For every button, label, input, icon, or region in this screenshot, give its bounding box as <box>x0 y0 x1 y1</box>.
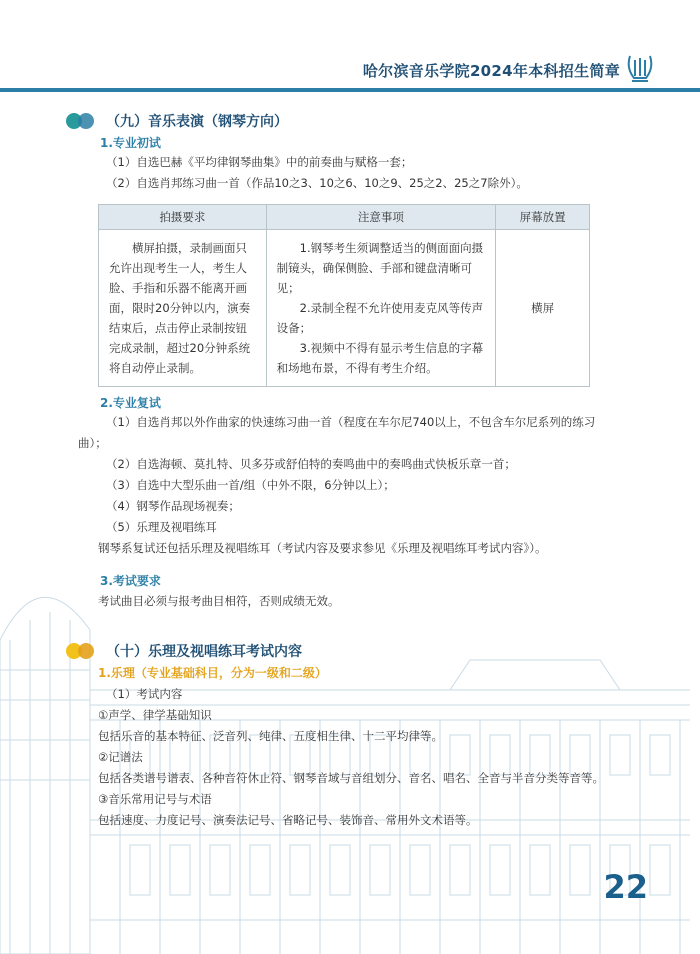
list-item: （2）自选肖邦练习曲一首（作品10之3、10之6、10之9、25之2、25之7除外）。 <box>106 176 528 190</box>
list-item: （1）考试内容 <box>106 687 183 701</box>
section-title: （九）音乐表演（钢琴方向） <box>106 114 288 130</box>
list-item: ③音乐常用记号与术语 <box>98 792 212 806</box>
list-item: （1）自选巴赫《平均律钢琴曲集》中的前奏曲与赋格一套； <box>106 155 413 169</box>
list-item: （2）自选海顿、莫扎特、贝多芬或舒伯特的奏鸣曲中的奏鸣曲式快板乐章一首； <box>106 457 516 471</box>
table-cell-screen: 横屏 <box>496 230 590 387</box>
list-item: ②记谱法 <box>98 750 143 764</box>
section-title: （十）乐理及视唱练耳考试内容 <box>106 644 302 660</box>
body-text: 包括乐音的基本特征、泛音列、纯律、五度相生律、十二平均律等。 <box>98 729 443 743</box>
section-bullet-icon <box>66 643 96 659</box>
table-cell-notes: 1.钢琴考生须调整适当的侧面面向摄制镜头，确保侧脸、手部和键盘清晰可见； 2.录制全程不允许使用麦克风等传声设备； 3.视频中不得有显示考生信息的字幕和场地布景，不得有考生介绍。 <box>266 230 495 387</box>
list-item: （3）自选中大型乐曲一首/组（中外不限，6分钟以上）； <box>106 478 395 492</box>
page-number: 22 <box>603 868 648 906</box>
list-item: （4）钢琴作品现场视奏； <box>106 499 240 513</box>
header-rule <box>0 88 700 92</box>
table-header-cell: 屏幕放置 <box>496 205 590 230</box>
list-item: （1）自选肖邦以外作曲家的快速练习曲一首（程度在车尔尼740以上，不包含车尔尼系列的练习 <box>106 415 596 429</box>
body-text: 包括速度、力度记号、演奏法记号、省略记号、装饰音、常用外文术语等。 <box>98 813 478 827</box>
section-bullet-icon <box>66 113 96 129</box>
list-item-continuation: 曲）； <box>78 436 107 450</box>
subsection-heading: 1.专业初试 <box>100 136 161 150</box>
list-item: ①声学、律学基础知识 <box>98 708 212 722</box>
subsection-heading: 2.专业复试 <box>100 396 161 410</box>
body-text: 包括各类谱号谱表、各种音符休止符、钢琴音域与音组划分、音名、唱名、全音与半音分类等音等。 <box>98 771 604 785</box>
table-row <box>99 230 590 387</box>
note-text: 钢琴系复试还包括乐理及视唱练耳（考试内容及要求参见《乐理及视唱练耳考试内容》）。 <box>98 541 547 555</box>
header-title: 哈尔滨音乐学院2024年本科招生简章 <box>362 62 620 80</box>
table-cell-shooting: 横屏拍摄，录制画面只允许出现考生一人，考生人脸、手指和乐器不能离开画面，限时20分钟以内，演奏结束后，点击停止录制按钮完成录制，超过20分钟系统将自动停止录制。 <box>99 230 267 387</box>
table-header-cell: 注意事项 <box>266 205 495 230</box>
subsection-heading: 1.乐理（专业基础科目，分为一级和二级） <box>98 666 327 680</box>
body-text: 考试曲目必须与报考曲目相符，否则成绩无效。 <box>98 594 340 608</box>
section-heading-9 <box>66 110 288 132</box>
table-header-row <box>99 205 590 230</box>
lyre-logo-icon <box>624 52 656 84</box>
recording-requirements-table <box>98 204 590 387</box>
table-header-cell: 拍摄要求 <box>99 205 267 230</box>
section-heading-10 <box>66 640 302 662</box>
subsection-heading: 3.考试要求 <box>100 574 161 588</box>
list-item: （5）乐理及视唱练耳 <box>106 520 217 534</box>
